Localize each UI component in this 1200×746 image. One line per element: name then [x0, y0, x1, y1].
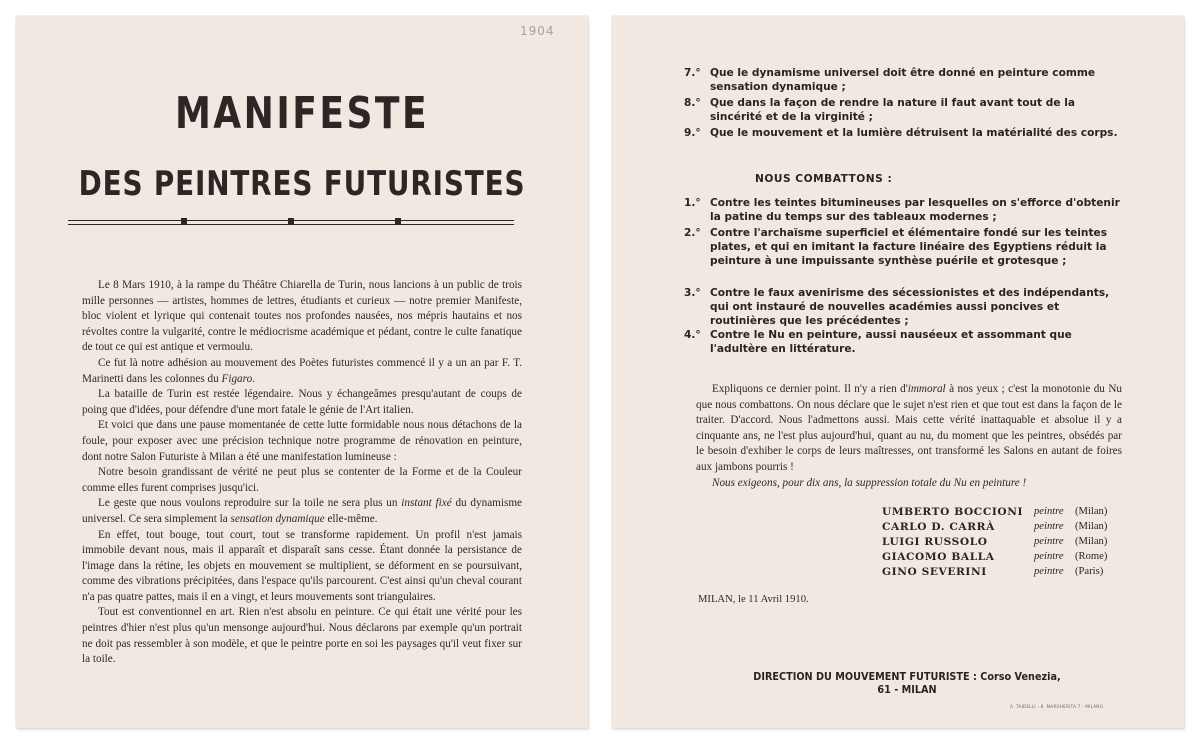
- paragraph: En effet, tout bouge, tout court, tout se transforme rapidement. Un profil n'est jamais immobile devant nous, mais il apparaît et disparaît sans cesse. Étant donnée la persistance de l'image dans la rétine, les objets en mouvement se multiplient, se déforment en se poursuivant, comme des vibrations précipitées, dans l'espace qu'ils parcourent. C'est ainsi qu'un cheval courant n'a pas quatre pattes, mais il en a vingt, et leurs mouvements sont triangulaires.: [82, 528, 522, 603]
- point-number: 8.°: [684, 97, 701, 109]
- paragraph: Notre besoin grandissant de vérité ne peut plus se contenter de la Forme et de la Couleur comme elles furent comprises jusqu'ici.: [82, 466, 522, 494]
- signatory-city: (Rome): [1075, 551, 1108, 562]
- footer-address: DIRECTION DU MOUVEMENT FUTURISTE : Corso Venezia, 61 - MILAN: [753, 670, 1061, 696]
- point-text: Que le dynamisme universel doit être donné en peinture comme sensation dynamique ;: [710, 67, 1096, 94]
- paragraph: Ce fut là notre adhésion au mouvement des Poètes futuristes commencé il y a un an par F. T. Marinetti dans les colonnes du Figaro.: [82, 356, 522, 385]
- signatory-name: GIACOMO BALLA: [882, 551, 995, 563]
- signatory-role: peintre: [1034, 536, 1064, 547]
- manifesto-page-2: [612, 16, 1184, 728]
- paragraph: [696, 382, 1122, 476]
- paragraph: [696, 476, 1122, 492]
- signatory-row: [882, 536, 1142, 551]
- exigence-text: Nous exigeons, pour dix ans, la suppression totale du Nu en peinture !: [712, 476, 1027, 489]
- signatory-role: peintre: [1034, 566, 1064, 577]
- figaro-ref: Figaro: [221, 372, 253, 385]
- immoral-word: immoral: [907, 383, 946, 395]
- point-item: [684, 126, 1124, 140]
- combat-number: 1.°: [684, 197, 701, 209]
- handwritten-note: 1904: [520, 24, 555, 38]
- manifesto-body: [82, 278, 522, 668]
- title-line-1: MANIFESTE: [174, 88, 430, 139]
- paragraph: La bataille de Turin est restée légendaire. Nous y échangeâmes presqu'autant de coups de poing que d'idées, pour défendre d'une mort fatale le génie de l'Art italien.: [82, 388, 522, 416]
- signatory-name: CARLO D. CARRÀ: [882, 521, 995, 533]
- combat-text: Contre l'archaïsme superficiel et élémentaire fondé sur les teintes plates, et qui en imitant la facture linéaire des Egyptiens réduit la peinture à une impuissante synthèse puérile et grotesque ;: [710, 227, 1108, 268]
- combat-item: [684, 226, 1124, 269]
- paragraph-text: elle-même.: [327, 512, 378, 525]
- signatory-city: (Milan): [1075, 506, 1108, 517]
- combat-number: 4.°: [684, 329, 701, 341]
- point-text: Que dans la façon de rendre la nature il faut avant tout de la sincérité et de la virginité ;: [710, 97, 1076, 124]
- point-item: [684, 66, 1124, 94]
- signatory-role: peintre: [1034, 521, 1064, 532]
- point-item: [684, 96, 1124, 124]
- combat-number: 3.°: [684, 287, 701, 299]
- signatory-row: [882, 506, 1142, 521]
- paragraph-text: du dynamisme universel. Ce sera simplement la: [82, 497, 522, 525]
- signatory-role: peintre: [1034, 551, 1064, 562]
- combat-text: Contre les teintes bitumineuses par lesquelles on s'efforce d'obtenir la patine du temps sur des tableaux modernes ;: [710, 197, 1120, 224]
- paragraph: Le 8 Mars 1910, à la rampe du Théâtre Chiarella de Turin, nous lancions à un public de trois mille personnes — artistes, hommes de lettres, étudiants et curieux — notre premier Manifeste, bloc violent et lyrique qui contenait toutes nos profondes nausées, nos mépris hautains et nos révoltes contre la vulgarité, contre le médiocrisme académique et pédant, contre le culte fanatique de tout ce qui est antique et vermoulu.: [82, 279, 522, 354]
- sensation-dynamique: sensation dynamique: [230, 512, 325, 525]
- divider-ornament: [288, 218, 294, 224]
- signatory-name: LUIGI RUSSOLO: [882, 536, 988, 548]
- combat-text: Contre le faux avenirisme des sécessionistes et des indépendants, qui ont instauré de nouvelles académies aussi poncives et routinières que les précédentes ;: [710, 287, 1110, 328]
- point-number: 9.°: [684, 127, 701, 139]
- combat-item: [684, 286, 1124, 329]
- signatory-city: (Milan): [1075, 536, 1108, 547]
- paragraph: [82, 496, 522, 527]
- signatory-role: peintre: [1034, 506, 1064, 517]
- point-number: 7.°: [684, 67, 701, 79]
- signatory-name: GINO SEVERINI: [882, 566, 987, 578]
- combat-text: Contre le Nu en peinture, aussi nauséeux et assommant que l'adultère en littérature.: [710, 329, 1072, 356]
- paragraph-text: Expliquons ce dernier point. Il n'y a rien d': [712, 383, 908, 395]
- printer-imprint: A. TAIDELLI - 8. MARGHERITA 7 - MILANO: [1010, 704, 1104, 709]
- instant-fixe: instant fixé: [401, 497, 452, 510]
- signatory-name: UMBERTO BOCCIONI: [882, 506, 1024, 518]
- title-divider: [68, 220, 514, 225]
- paragraph-text: Le geste que nous voulons reproduire sur la toile ne sera plus un: [98, 497, 398, 510]
- explanation-body: [696, 382, 1122, 491]
- combat-item: [684, 196, 1124, 224]
- combat-number: 2.°: [684, 227, 701, 239]
- signatory-row: [882, 521, 1142, 536]
- date-line: MILAN, le 11 Avril 1910.: [698, 594, 809, 605]
- point-text: Que le mouvement et la lumière détruisent la matérialité des corps.: [710, 127, 1118, 139]
- divider-ornament: [395, 218, 401, 224]
- paragraph: Et voici que dans une pause momentanée de cette lutte formidable nous nous détachons de la foule, pour exposer avec une précision technique notre programme de rénovation en peinture, dont notre Salon Futuriste à Milan a été une manifestation lumineuse :: [82, 419, 522, 463]
- paragraph-text: à nos yeux ; c'est la monotonie du Nu que nous combattons. On nous déclare que le sujet n'est rien et que tout est dans la façon de le traiter. D'accord. Nous l'admettons aussi. Mais cette vérité inattaquable et absolue il y a cinquante ans, ne l'est plus aujourd'hui, quant au nu, du moment que les peintres, obsédés par le besoin d'exhiber le corps de leurs maîtresses, ont transformé les Salons en autant de foires aux jambons pourris !: [696, 383, 1122, 473]
- combat-item: [684, 328, 1124, 356]
- paragraph-text: Ce fut là notre adhésion au mouvement des Poètes futuristes commencé il y a un an par F. T. Marinetti dans les colonnes du: [82, 356, 522, 385]
- signatory-city: (Paris): [1075, 566, 1104, 577]
- divider-ornament: [181, 218, 187, 224]
- signatory-row: [882, 551, 1142, 566]
- manifesto-page-1: [16, 16, 588, 728]
- combat-heading: NOUS COMBATTONS :: [755, 173, 893, 185]
- title-line-2: DES PEINTRES FUTURISTES: [78, 164, 526, 204]
- signatory-city: (Milan): [1075, 521, 1108, 532]
- paragraph: Tout est conventionnel en art. Rien n'est absolu en peinture. Ce qui était une vérité pour les peintres d'hier n'est plus qu'un mensonge aujourd'hui. Nous déclarons par exemple qu'un portrait ne doit pas ressembler à son modèle, et que le peintre porte en soi les paysages qu'il veut fixer sur la toile.: [82, 606, 522, 666]
- signatory-row: [882, 566, 1142, 581]
